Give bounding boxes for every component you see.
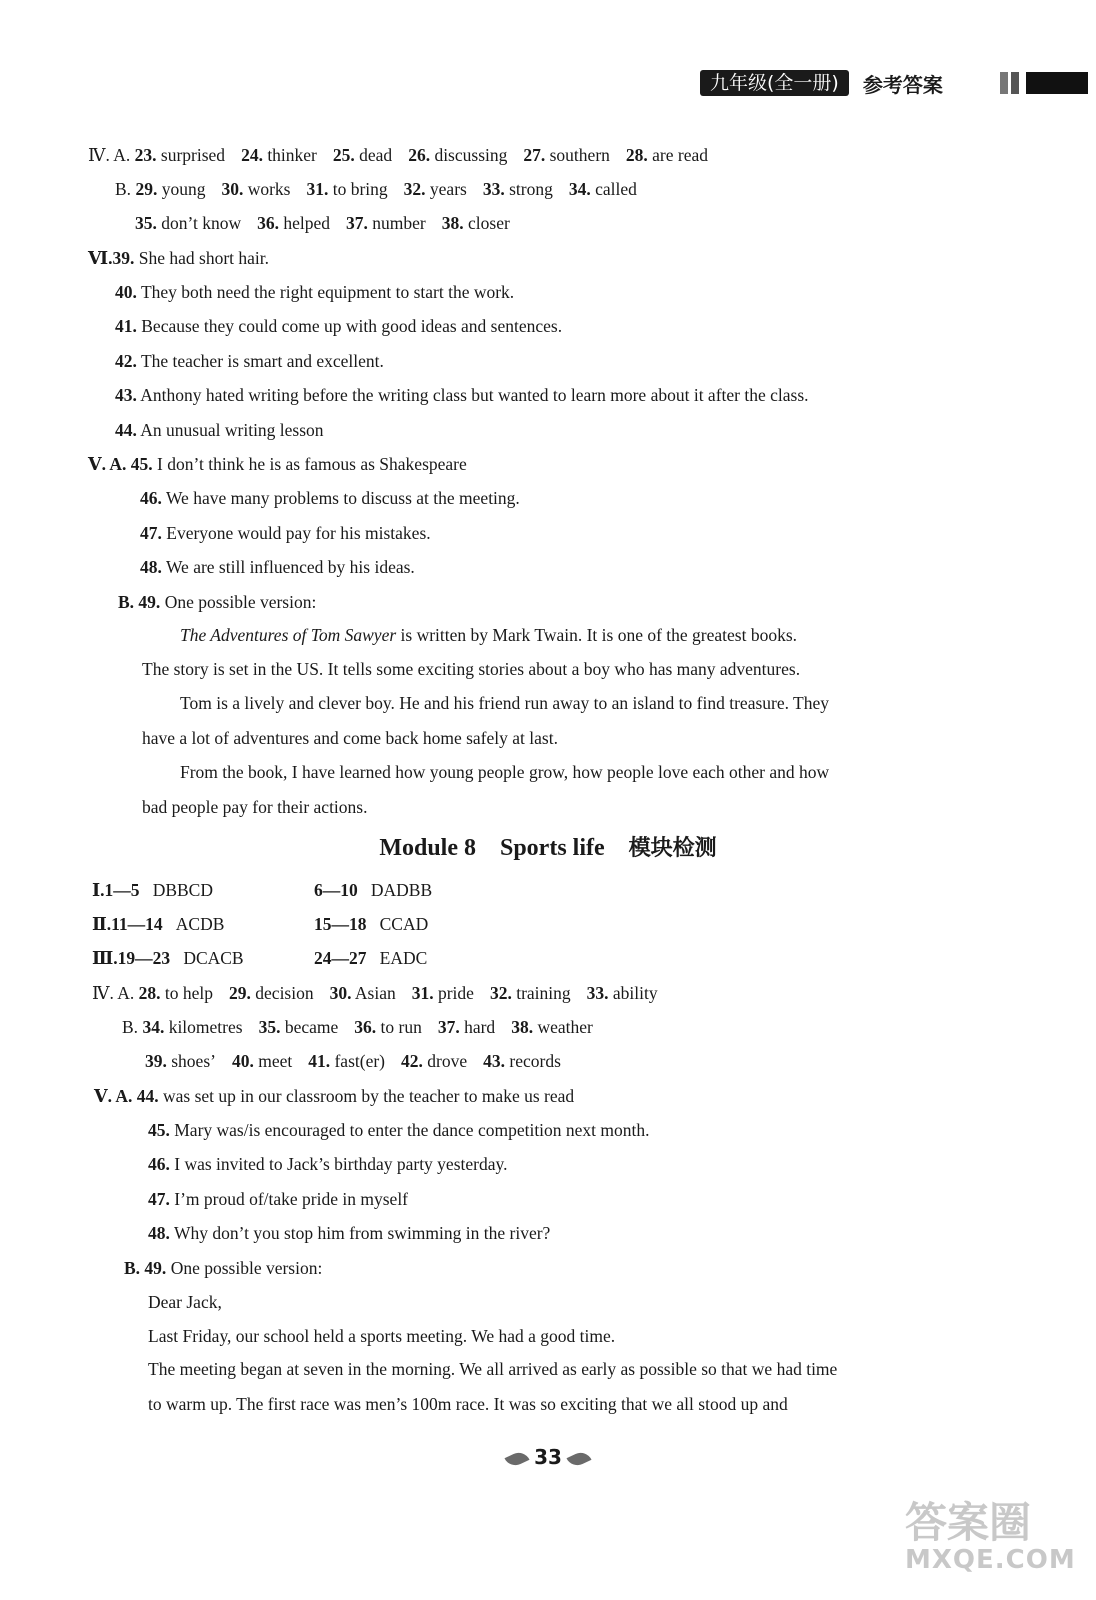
page-number: 33 [0, 1445, 1096, 1469]
answer-item: 34. called [568, 179, 637, 199]
answer-line: 44. An unusual writing lesson [115, 420, 324, 440]
essay-line: bad people pay for their actions. [142, 797, 368, 817]
answer-line: Ⅳ. A. 28. to help 29. decision 30. Asian 31. pride 32. training 33. ability [92, 983, 658, 1003]
answer-line [145, 1050, 561, 1072]
answer-item: 30. works [221, 179, 291, 199]
answer-item: 36. to run [354, 1017, 422, 1037]
answer-item: 23. surprised [134, 145, 226, 165]
answer-line: Ⅰ.1—5 DBBCD [92, 880, 213, 900]
answer-line: Ⅴ. A. 44. was set up in our classroom by the teacher to make us read [94, 1086, 575, 1106]
letter-line: to warm up. The first race was men’s 100m race. It was so exciting that we all stood up and [148, 1394, 788, 1414]
answer-item: 37. hard [437, 1017, 496, 1037]
answer-line: Ⅵ.39. She had short hair. [88, 248, 270, 268]
answer-item: 38. weather [511, 1017, 593, 1037]
answer-item: 27. southern [523, 145, 610, 165]
letter-line: Dear Jack, [148, 1292, 222, 1312]
answer-item: 43. records [483, 1051, 561, 1071]
leaf-icon [505, 1448, 530, 1468]
answer-line: 47. I’m proud of/take pride in myself [148, 1189, 409, 1209]
answer-line: Ⅲ.19—23 DCACB [92, 948, 244, 968]
answer-item: 33. strong [482, 179, 553, 199]
answer-item: 41. fast(er) [308, 1051, 386, 1071]
grade-label: 九年级(全一册) [700, 70, 849, 96]
answer-item: 39. shoes’ [145, 1051, 216, 1071]
answer-item: 38. closer [441, 213, 510, 233]
module-heading: Module 8 Sports life 模块检测 [379, 835, 717, 861]
answer-line: Ⅱ.11—14 ACDB [92, 914, 225, 934]
answer-item: 29. decision [229, 983, 314, 1003]
answer-line: B. 49. One possible version: [118, 592, 317, 612]
answer-line: 40. They both need the right equipment to start the work. [115, 282, 515, 302]
answer-item: 42. drove [401, 1051, 468, 1071]
answer-line: Ⅳ. A. 23. surprised 24. thinker 25. dead 26. discussing 27. southern 28. are read [88, 145, 709, 165]
answer-item: 31. to bring [306, 179, 388, 199]
answer-line: 43. Anthony hated writing before the writing class but wanted to learn more about it after the class. [115, 385, 809, 405]
answer-item: 35. became [258, 1017, 339, 1037]
answer-line: 45. Mary was/is encouraged to enter the dance competition next month. [148, 1120, 650, 1140]
answer-item: 34. kilometres [142, 1017, 243, 1037]
answer-line: 24—27 EADC [314, 948, 428, 968]
answer-item: 35. don’t know [135, 213, 242, 233]
answer-line: 47. Everyone would pay for his mistakes. [140, 523, 431, 543]
watermark-logo: 答案圈 [905, 1498, 1032, 1547]
answer-line: 41. Because they could come up with good ideas and sentences. [115, 316, 563, 336]
answer-line: 46. We have many problems to discuss at the meeting. [140, 488, 520, 508]
answer-line: B. 34. kilometres 35. became 36. to run 37. hard 38. weather [122, 1017, 593, 1037]
answer-item: 28. to help [138, 983, 214, 1003]
answer-line: 46. I was invited to Jack’s birthday party yesterday. [148, 1154, 508, 1174]
answer-line: 15—18 CCAD [314, 914, 429, 934]
answer-line: B. 29. young 30. works 31. to bring 32. years 33. strong 34. called [115, 179, 637, 199]
header-decoration [1000, 72, 1088, 94]
answer-item: 26. discussing [408, 145, 508, 165]
answer-item: 32. training [489, 983, 571, 1003]
answer-item: 36. helped [257, 213, 331, 233]
answer-item: 28. are read [625, 145, 709, 165]
answer-line: 48. Why don’t you stop him from swimming in the river? [148, 1223, 551, 1243]
answer-line: 6—10 DADBB [314, 880, 433, 900]
essay-line: From the book, I have learned how young people grow, how people love each other and how [180, 762, 830, 782]
leaf-icon [566, 1448, 591, 1468]
letter-line: The meeting began at seven in the morning. We all arrived as early as possible so that we had time [148, 1359, 838, 1379]
answer-item: 30. Asian [329, 983, 396, 1003]
answer-item: 31. pride [411, 983, 474, 1003]
essay-line: The story is set in the US. It tells some exciting stories about a boy who has many adventures. [142, 659, 801, 679]
letter-line: Last Friday, our school held a sports meeting. We had a good time. [148, 1326, 616, 1346]
page-header [700, 70, 943, 96]
essay-line: have a lot of adventures and come back home safely at last. [142, 728, 558, 748]
answer-item: 25. dead [332, 145, 393, 165]
essay-line: Tom is a lively and clever boy. He and his friend run away to an island to find treasure. They [180, 693, 830, 713]
answer-line: B. 49. One possible version: [124, 1258, 323, 1278]
answers-label: 参考答案 [862, 72, 943, 97]
watermark-url: MXQE.COM [905, 1545, 1076, 1575]
answer-line: 42. The teacher is smart and excellent. [115, 351, 384, 371]
answer-item: 29. young [135, 179, 206, 199]
answer-item: 32. years [403, 179, 467, 199]
essay-line: The Adventures of Tom Sawyer is written by Mark Twain. It is one of the greatest books. [180, 625, 798, 645]
answer-item: 40. meet [231, 1051, 293, 1071]
answer-line [135, 212, 510, 234]
answer-item: 33. ability [586, 983, 658, 1003]
answer-line: 48. We are still influenced by his ideas. [140, 557, 415, 577]
answer-item: 37. number [346, 213, 426, 233]
answer-item: 24. thinker [241, 145, 317, 165]
answer-line: Ⅴ. A. 45. I don’t think he is as famous as Shakespeare [88, 454, 467, 474]
